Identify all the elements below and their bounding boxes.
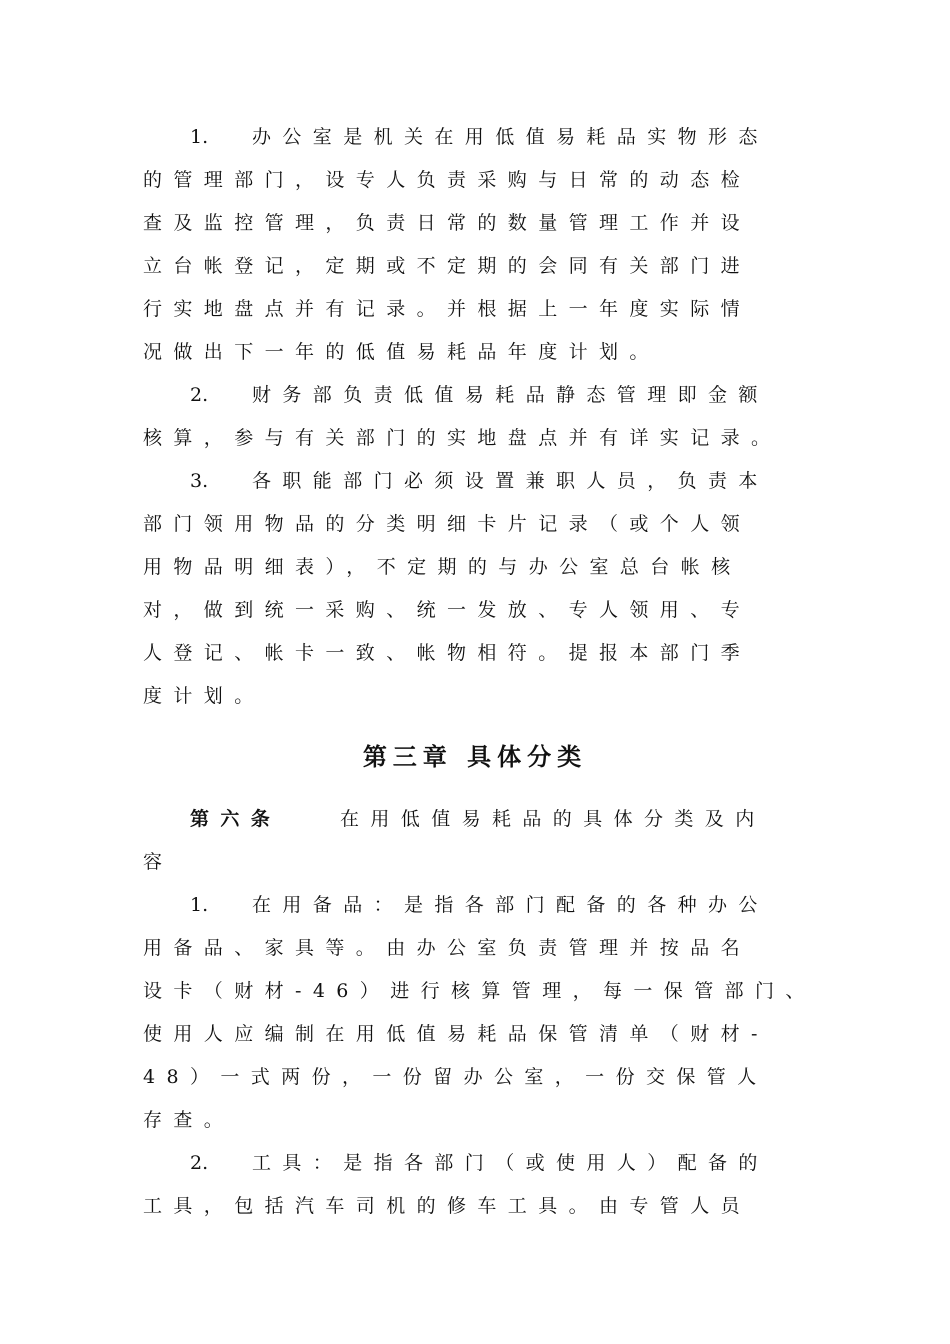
paragraph-text: 各职能部门必须设置兼职人员，负责本	[252, 470, 769, 492]
paragraph-line	[190, 893, 769, 917]
paragraph-line	[190, 125, 769, 149]
paragraph-text: 在用备品：是指各部门配备的各种办公	[252, 894, 769, 916]
paragraph-line: 使用人应编制在用低值易耗品保管清单（财材-	[143, 1023, 769, 1045]
paragraph-line: 核算，参与有关部门的实地盘点并有详实记录。	[143, 427, 782, 449]
paragraph-line	[190, 469, 769, 493]
paragraph-line	[190, 1151, 769, 1175]
paragraph-line: 存查。	[143, 1109, 235, 1131]
paragraph-line	[190, 383, 769, 407]
paragraph-line: 人登记、帐卡一致、帐物相符。提报本部门季	[143, 642, 752, 664]
paragraph-line: 行实地盘点并有记录。并根据上一年度实际情	[143, 298, 752, 320]
item-number: 1.	[190, 894, 209, 916]
paragraph-line: 况做出下一年的低值易耗品年度计划。	[143, 341, 660, 363]
chapter-title: 第三章 具体分类	[362, 743, 588, 771]
paragraph-line: 对，做到统一采购、统一发放、专人领用、专	[143, 599, 752, 621]
paragraph-line: 查及监控管理，负责日常的数量管理工作并设	[143, 212, 752, 234]
article-label: 第六条	[190, 808, 282, 830]
paragraph-line: 度计划。	[143, 685, 265, 707]
paragraph-line: 用物品明细表），不定期的与办公室总台帐核	[143, 556, 742, 578]
paragraph-line: 容	[143, 851, 174, 873]
paragraph-text: 办公室是机关在用低值易耗品实物形态	[252, 126, 769, 148]
paragraph-line: 设卡（财材-46）进行核算管理，每一保管部门、	[143, 980, 816, 1002]
paragraph-line: 48）一式两份，一份留办公室，一份交保管人	[143, 1066, 768, 1088]
paragraph-line: 部门领用物品的分类明细卡片记录（或个人领	[143, 513, 752, 535]
paragraph-line: 工具，包括汽车司机的修车工具。由专管人员	[143, 1195, 752, 1217]
paragraph-line: 立台帐登记，定期或不定期的会同有关部门进	[143, 255, 752, 277]
paragraph-line: 的管理部门，设专人负责采购与日常的动态检	[143, 169, 752, 191]
paragraph-text: 财务部负责低值易耗品静态管理即金额	[252, 384, 769, 406]
paragraph-text: 在用低值易耗品的具体分类及内	[340, 808, 766, 830]
paragraph-line: 用备品、家具等。由办公室负责管理并按品名	[143, 937, 752, 959]
item-number: 2.	[190, 384, 209, 406]
paragraph-text: 工具：是指各部门（或使用人）配备的	[252, 1152, 769, 1174]
article-line	[190, 807, 766, 831]
item-number: 3.	[190, 470, 209, 492]
item-number: 2.	[190, 1152, 209, 1174]
item-number: 1.	[190, 126, 209, 148]
